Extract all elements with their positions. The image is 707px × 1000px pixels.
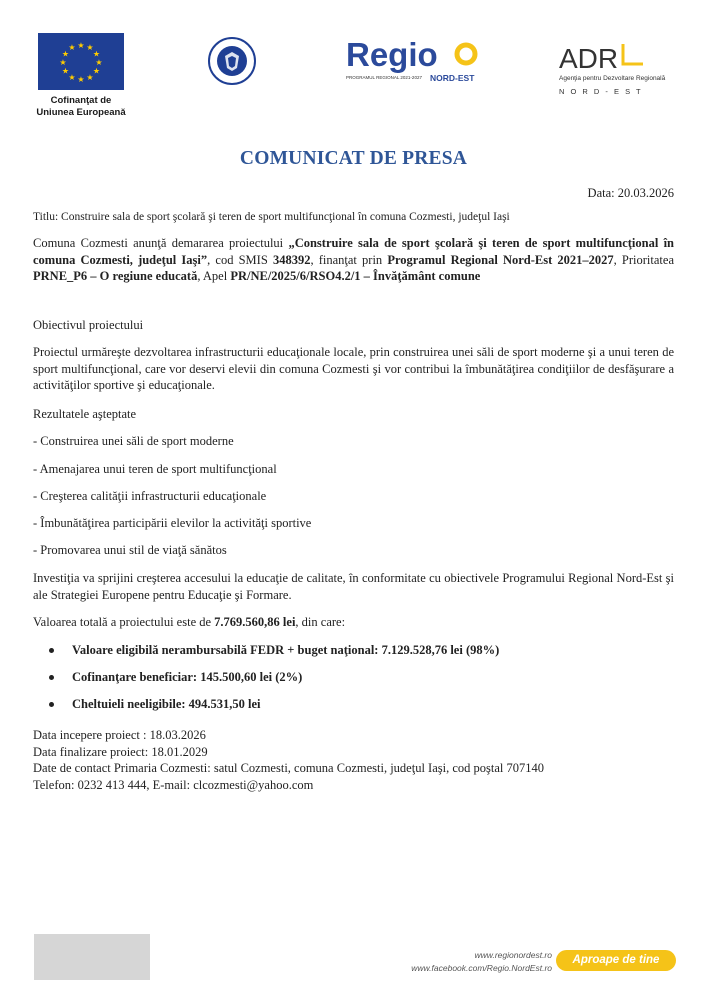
svg-text:★: ★	[92, 66, 101, 76]
document-date: Data: 20.03.2026	[587, 186, 674, 200]
start-date-line: Data incepere proiect : 18.03.2026	[33, 728, 206, 742]
project-title-line: Titlu: Construire sala de sport şcolară şi teren de sport multifuncţional în comuna Cozmesti, judeţul Iaşi	[33, 211, 510, 223]
page-title: COMUNICAT DE PRESA	[239, 148, 468, 169]
svg-text:★: ★	[77, 75, 85, 84]
svg-text:NORD-EST: NORD-EST	[430, 73, 475, 83]
svg-text:Agenţia pentru Dezvoltare Regi: Agenţia pentru Dezvoltare Regională	[559, 75, 666, 82]
investment-paragraph: Investiţia va sprijini creşterea accesului la educaţie de calitate, în conformitate cu obiectivele Programului Regional Nord-Est şi ale Strategiei Europene pentru Educaţie şi Formare.	[33, 571, 674, 602]
bullet-icon	[49, 675, 54, 680]
objective-paragraph: Proiectul urmăreşte dezvoltarea infrastructurii educaţionale locale, prin construirea unei săli de sport moderne şi a unui teren de sport multifuncţional, care vor deservi elevii din comuna Cozmesti şi vor contribui la îmbunătăţirea condiţiilor de desfăşurare a activităţilor sportive şi educaţionale.	[33, 345, 674, 392]
results-heading: Rezultatele aşteptate	[33, 407, 137, 421]
result-item: - Promovarea unui stil de viaţă sănătos	[33, 543, 227, 557]
website-link[interactable]: www.regionordest.ro	[474, 950, 552, 960]
svg-text:PROGRAMUL REGIONAL 2021-2027: PROGRAMUL REGIONAL 2021-2027	[346, 75, 422, 80]
footer-placeholder-box	[34, 934, 150, 980]
funding-bullet: Cheltuieli neeligibile: 494.531,50 lei	[49, 697, 261, 712]
objective-heading: Obiectivul proiectului	[33, 318, 144, 332]
svg-text:★: ★	[95, 58, 103, 67]
total-value-line: Valoarea totală a proiectului este de 7.769.560,86 lei, din care:	[33, 615, 346, 629]
facebook-link[interactable]: www.facebook.com/Regio.NordEst.ro	[411, 963, 552, 973]
adr-logo	[557, 40, 687, 100]
contact-address-line: Date de contact Primaria Cozmesti: satul Cozmesti, comuna Cozmesti, judeţul Iaşi, cod poştal 707140	[33, 761, 544, 775]
eu-caption	[20, 95, 142, 119]
footer-links	[380, 949, 552, 975]
contact-phone-email-line: Telefon: 0232 413 444, E-mail: clcozmesti@yahoo.com	[33, 777, 314, 792]
funding-bullet: Valoare eligibilă nerambursabilă FEDR + buget naţional: 7.129.528,76 lei (98%)	[49, 643, 499, 658]
contact-block	[33, 727, 544, 793]
eu-caption-line1: Cofinanţat de	[50, 95, 112, 106]
funding-bullet: Cofinanţare beneficiar: 145.500,60 lei (2%)	[49, 670, 302, 685]
eu-stars-icon	[38, 33, 124, 90]
result-item: - Construirea unei săli de sport moderne	[33, 434, 234, 448]
end-date-line: Data finalizare proiect: 18.01.2029	[33, 744, 208, 759]
result-item: - Creşterea calităţii infrastructurii educaţionale	[33, 489, 267, 503]
svg-text:★: ★	[77, 41, 85, 50]
svg-text:ADR: ADR	[559, 43, 619, 74]
svg-text:★: ★	[61, 66, 70, 76]
bullet-icon	[49, 648, 54, 653]
slogan-badge: Aproape de tine	[556, 950, 676, 971]
svg-text:★: ★	[92, 49, 101, 59]
bullet-icon	[49, 702, 54, 707]
svg-text:★: ★	[68, 73, 76, 82]
svg-text:Regio: Regio	[346, 36, 438, 73]
svg-text:★: ★	[86, 43, 94, 52]
svg-text:★: ★	[61, 49, 70, 59]
eu-caption-line2: Uniunea Europeană	[36, 107, 126, 118]
svg-text:★: ★	[86, 73, 94, 82]
svg-text:★: ★	[59, 58, 67, 67]
result-item: - Îmbunătăţirea participării elevilor la activităţi sportive	[33, 516, 312, 530]
regio-logo	[344, 32, 484, 92]
government-seal-logo	[207, 36, 257, 86]
eu-flag-logo	[38, 33, 124, 90]
intro-paragraph: Comuna Cozmesti anunţă demararea proiectului „Construire sala de sport şcolară şi teren de sport multifuncţional în comuna Cozmesti, judeţul Iaşi”, cod SMIS 348392, finanţat prin Programul Regional Nord-Est 2021–2027, Prioritatea PRNE_P6 – O regiune educată, Apel PR/NE/2025/6/RSO4.2/1 – Învăţământ comune	[33, 236, 674, 283]
svg-text:★: ★	[68, 43, 76, 52]
svg-text:N O R D - E S T: N O R D - E S T	[559, 87, 643, 96]
result-item: - Amenajarea unui teren de sport multifuncţional	[33, 462, 277, 476]
